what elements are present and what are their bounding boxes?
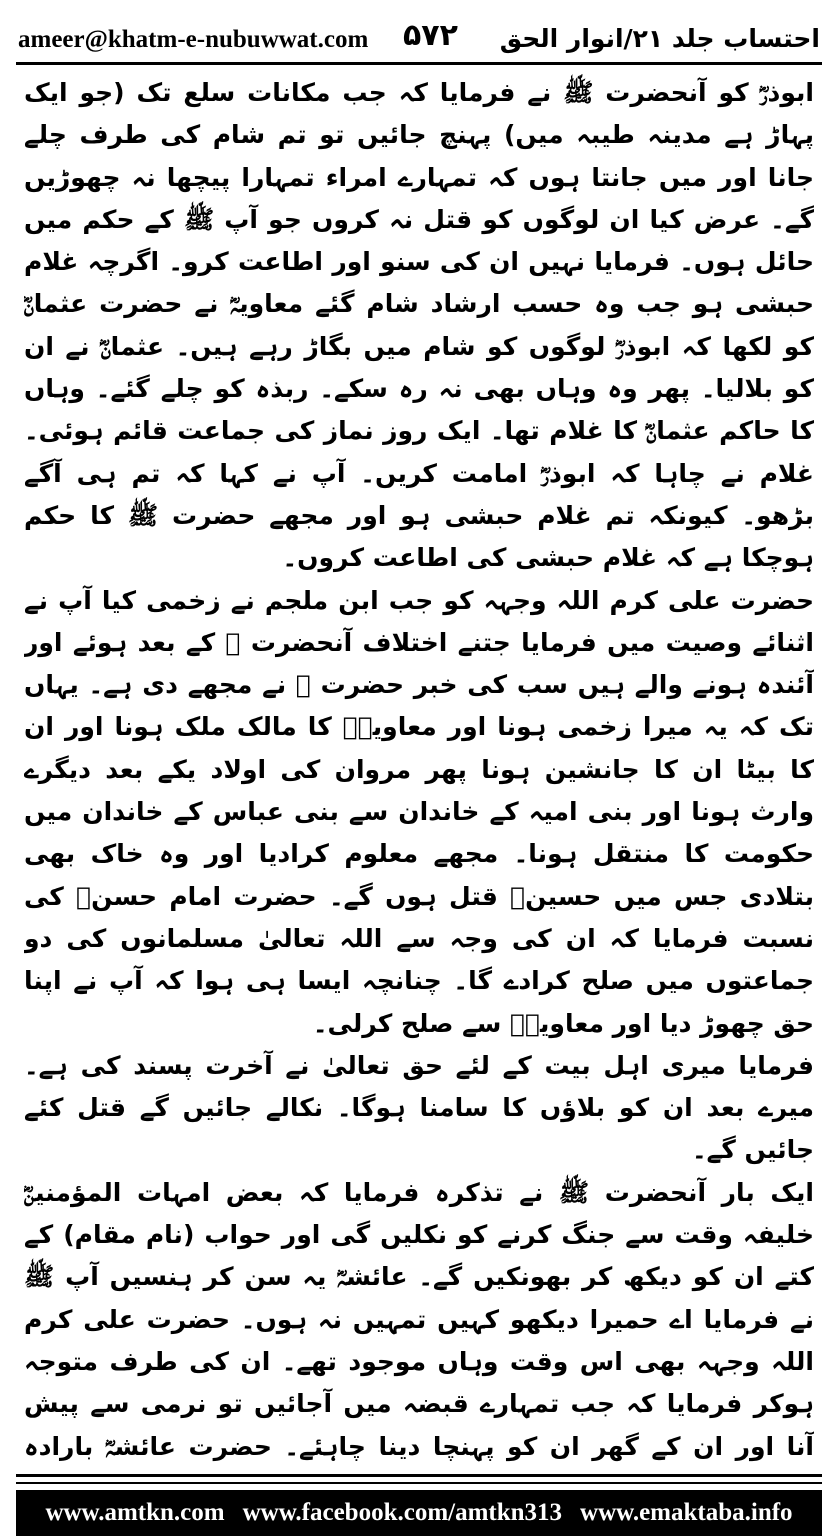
page-number: ۵۷۲ xyxy=(403,18,458,53)
book-title: احتساب جلد ۲۱/انوار الحق xyxy=(499,24,820,53)
paragraph-4: ایک بار آنحضرت ﷺ نے تذکرہ فرمایا کہ بعض امہات المؤمنینؓ خلیفہ وقت سے جنگ کرنے کو نکلیں گی اور حواب (نام مقام) کے کتے ان کو دیکھ کر بھونکیں گے۔ عائشہؓ یہ سن کر ہنسیں آپ ﷺ نے فرمایا اے حمیرا دیکھو کہیں تمہیں نہ ہوں۔ حضرت علی کرم اللہ وجہہ بھی اس وقت وہاں موجود تھے۔ ان کی طرف متوجہ ہوکر فرمایا کہ جب تمہارے قبضہ میں آجائیں تو نرمی سے پیش آنا اور ان کے گھر ان کو پہنچا دینا چاہئے۔ حضرت عائشہؓ بارادہ xyxy=(24,1177,814,1461)
page-header xyxy=(18,12,820,62)
footer-divider xyxy=(16,1474,822,1477)
header-email: ameer@khatm-e-nubuwwat.com xyxy=(18,26,369,53)
footer-link-facebook[interactable]: www.facebook.com/amtkn313 xyxy=(242,1499,563,1526)
header-divider xyxy=(16,62,822,65)
paragraph-1: ابوذرؓ کو آنحضرت ﷺ نے فرمایا کہ جب مکانات سلع تک (جو ایک پہاڑ ہے مدینہ طیبہ میں) پہنچ جائیں تو تم شام کی طرف چلے جانا اور میں جانتا ہوں کہ تمہارے امراء تمہارا پیچھا نہ چھوڑیں گے۔ عرض کیا ان لوگوں کو قتل نہ کروں جو آپ ﷺ کے حکم میں حائل ہوں۔ فرمایا نہیں ان کی سنو اور اطاعت کرو۔ اگرچہ غلام حبشی ہو جب وہ حسب ارشاد شام گئے معاویہؓ نے حضرت عثمانؓ کو لکھا کہ ابوذرؓ لوگوں کو شام میں بگاڑ رہے ہیں۔ عثمانؓ نے ان کو بلالیا۔ پھر وہ وہاں بھی نہ رہ سکے۔ ربذہ کو چلے گئے۔ وہاں کا حاکم عثمانؓ کا غلام تھا۔ ایک روز نماز کی جماعت قائم ہوئی۔ غلام نے چاہا کہ ابوذرؓ امامت کریں۔ آپ نے کہا کہ تم ہی آگے بڑھو۔ کیونکہ تم غلام حبشی ہو اور مجھے حضرت ﷺ کا حکم ہوچکا ہے کہ غلام حبشی کی اطاعت کروں۔ xyxy=(24,78,814,573)
page-footer xyxy=(16,1490,822,1536)
footer-link-amtkn[interactable]: www.amtkn.com xyxy=(45,1499,225,1526)
page-body xyxy=(24,72,814,1462)
footer-divider-thin xyxy=(16,1482,822,1484)
paragraph-3: فرمایا میری اہل بیت کے لئے حق تعالیٰ نے آخرت پسند کی ہے۔ میرے بعد ان کو بلاؤں کا سامنا ہوگا۔ نکالے جائیں گے قتل کئے جائیں گے۔ xyxy=(24,1050,814,1165)
paragraph-2: حضرت علی کرم اللہ وجہہ کو جب ابن ملجم نے زخمی کیا آپ نے اثنائے وصیت میں فرمایا جتنے اختلاف آنحضرت ﷺ کے بعد ہوئے اور آئندہ ہونے والے ہیں سب کی خبر حضرت ﷺ نے مجھے دی ہے۔ یہاں تک کہ یہ میرا زخمی ہونا اور معاویہؓ کا مالک ملک ہونا اور ان کا بیٹا ان کا جانشین ہونا پھر مروان کی اولاد یکے بعد دیگرے وارث ہونا اور بنی امیہ کے خاندان سے بنی عباس کے خاندان میں حکومت کا منتقل ہونا۔ مجھے معلوم کرادیا اور وہ خاک بھی بتلادی جس میں حسینؓ قتل ہوں گے۔ حضرت امام حسنؓ کی نسبت فرمایا کہ ان کی وجہ سے اللہ تعالیٰ مسلمانوں کی دو جماعتوں میں صلح کرادے گا۔ چنانچہ ایسا ہی ہوا کہ آپ نے اپنا حق چھوڑ دیا اور معاویہؓ سے صلح کرلی۔ xyxy=(24,585,814,1038)
footer-link-emaktaba[interactable]: www.emaktaba.info xyxy=(580,1499,793,1526)
